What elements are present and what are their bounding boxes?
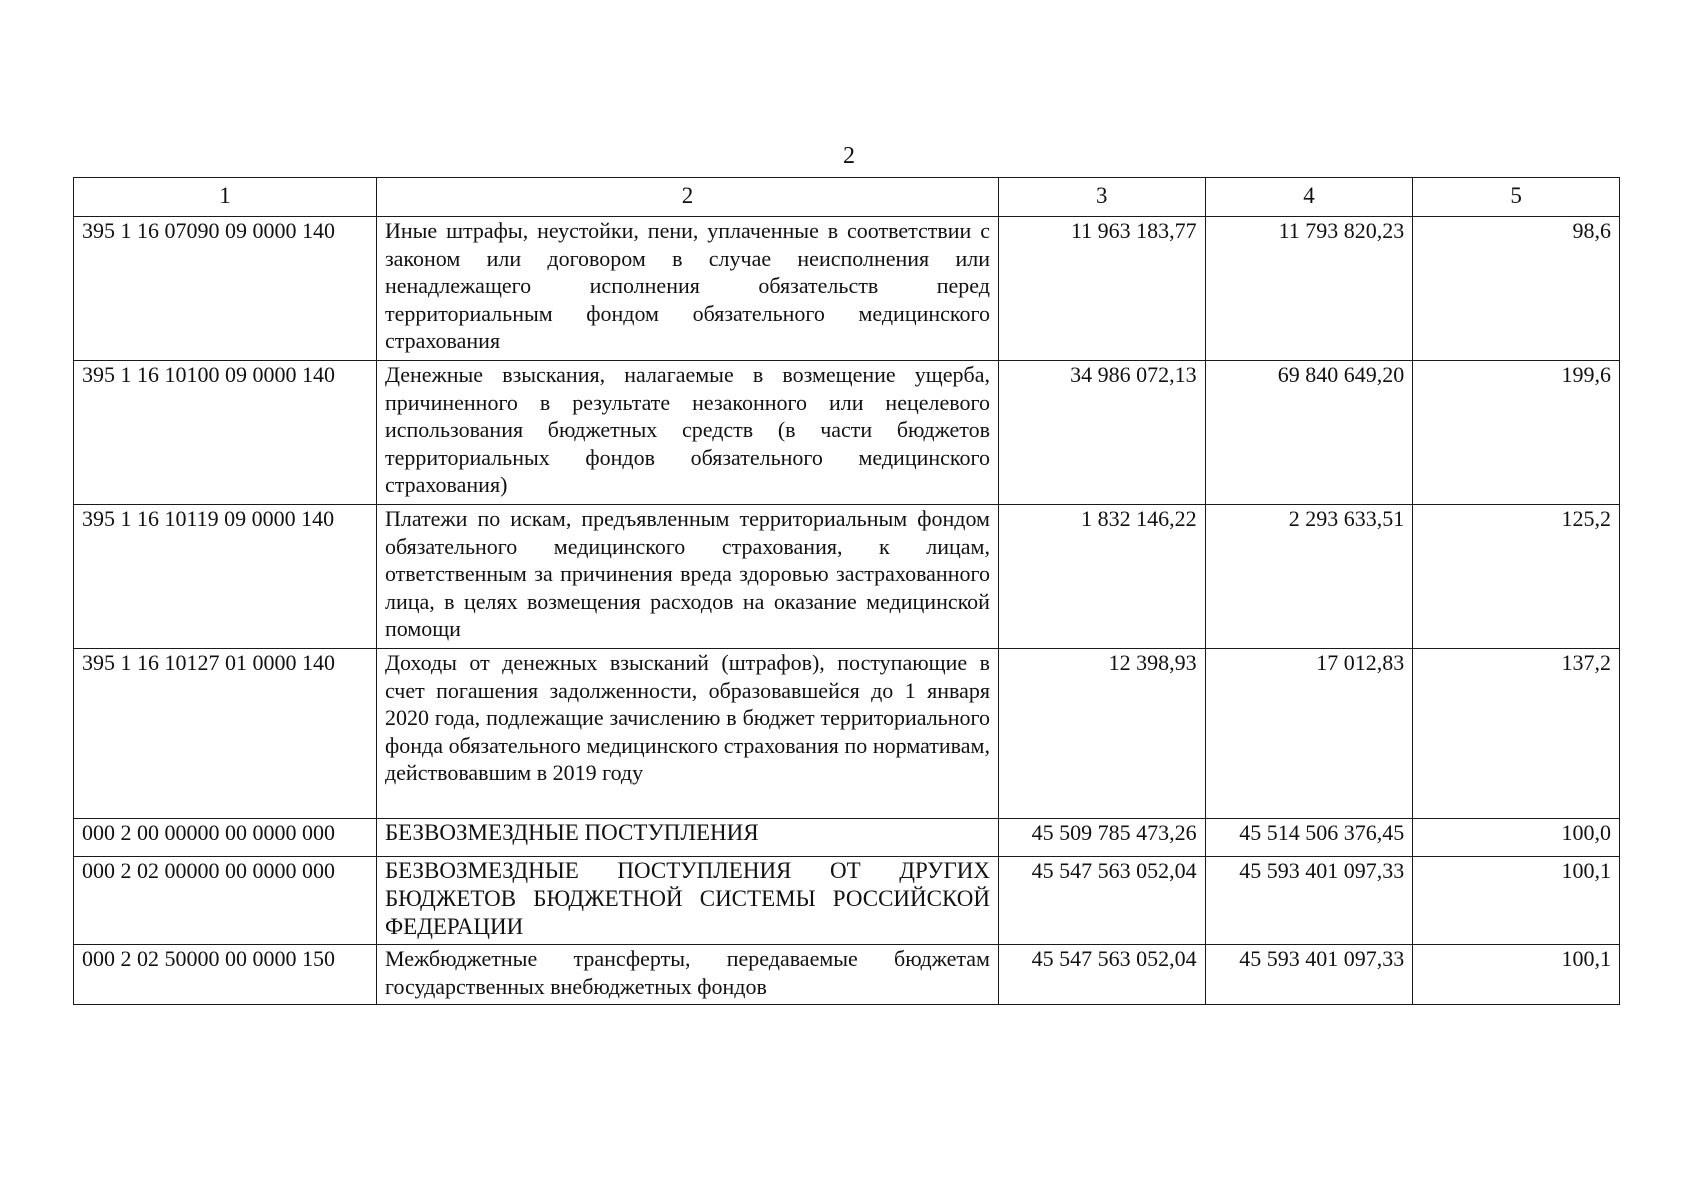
budget-code-cell: 000 2 02 50000 00 0000 150: [74, 945, 377, 1005]
column-header-2: 2: [376, 178, 998, 217]
budget-code-cell: 395 1 16 10119 09 0000 140: [74, 505, 377, 649]
value-col3-cell: 34 986 072,13: [998, 361, 1205, 505]
value-col4-cell: 2 293 633,51: [1205, 505, 1413, 649]
column-header-1: 1: [74, 178, 377, 217]
value-col4-cell: 11 793 820,23: [1205, 217, 1413, 361]
percent-cell: 199,6: [1413, 361, 1620, 505]
value-col3-cell: 45 509 785 473,26: [998, 819, 1205, 857]
table-row: [74, 819, 1620, 857]
budget-code-cell: 395 1 16 10127 01 0000 140: [74, 649, 377, 819]
table-row: [74, 945, 1620, 1005]
value-col4-cell: 45 593 401 097,33: [1205, 945, 1413, 1005]
value-col4-cell: 69 840 649,20: [1205, 361, 1413, 505]
description-cell: Межбюджетные трансферты, передаваемые бюджетам государственных внебюджетных фондов: [376, 945, 998, 1005]
percent-cell: 100,1: [1413, 945, 1620, 1005]
description-cell: Иные штрафы, неустойки, пени, уплаченные в соответствии с законом или договором в случае неисполнения или ненадлежащего исполнения обязательств перед территориальным фондом обязательного медицинского страхования: [376, 217, 998, 361]
page-number: 2: [843, 143, 855, 169]
description-cell: Денежные взыскания, налагаемые в возмещение ущерба, причиненного в результате незаконного или нецелевого использования бюджетных средств (в части бюджетов территориальных фондов обязательного медицинского страхования): [376, 361, 998, 505]
description-cell: Доходы от денежных взысканий (штрафов), поступающие в счет погашения задолженности, образовавшейся до 1 января 2020 года, подлежащие зачислению в бюджет территориального фонда обязательного медицинского страхования по нормативам, действовавшим в 2019 году: [376, 649, 998, 819]
column-header-3: 3: [998, 178, 1205, 217]
budget-code-cell: 000 2 02 00000 00 0000 000: [74, 857, 377, 945]
table-row: [74, 649, 1620, 819]
table-row: [74, 857, 1620, 945]
value-col4-cell: 17 012,83: [1205, 649, 1413, 819]
table-row: [74, 505, 1620, 649]
budget-code-cell: 000 2 00 00000 00 0000 000: [74, 819, 377, 857]
budget-code-cell: 395 1 16 10100 09 0000 140: [74, 361, 377, 505]
column-header-5: 5: [1413, 178, 1620, 217]
description-cell: БЕЗВОЗМЕЗДНЫЕ ПОСТУПЛЕНИЯ ОТ ДРУГИХ БЮДЖЕТОВ БЮДЖЕТНОЙ СИСТЕМЫ РОССИЙСКОЙ ФЕДЕРАЦИИ: [376, 857, 998, 945]
table-row: [74, 361, 1620, 505]
percent-cell: 137,2: [1413, 649, 1620, 819]
column-header-4: 4: [1205, 178, 1413, 217]
description-cell: Платежи по искам, предъявленным территориальным фондом обязательного медицинского страхования, к лицам, ответственным за причинения вреда здоровью застрахованного лица, в целях возмещения расходов на оказание медицинской помощи: [376, 505, 998, 649]
value-col4-cell: 45 593 401 097,33: [1205, 857, 1413, 945]
value-col3-cell: 45 547 563 052,04: [998, 857, 1205, 945]
value-col3-cell: 45 547 563 052,04: [998, 945, 1205, 1005]
budget-revenue-table: [73, 177, 1620, 1005]
table-header-row: [74, 178, 1620, 217]
percent-cell: 125,2: [1413, 505, 1620, 649]
value-col3-cell: 12 398,93: [998, 649, 1205, 819]
value-col3-cell: 11 963 183,77: [998, 217, 1205, 361]
percent-cell: 98,6: [1413, 217, 1620, 361]
value-col4-cell: 45 514 506 376,45: [1205, 819, 1413, 857]
value-col3-cell: 1 832 146,22: [998, 505, 1205, 649]
budget-code-cell: 395 1 16 07090 09 0000 140: [74, 217, 377, 361]
description-cell: БЕЗВОЗМЕЗДНЫЕ ПОСТУПЛЕНИЯ: [376, 819, 998, 857]
table-row: [74, 217, 1620, 361]
percent-cell: 100,0: [1413, 819, 1620, 857]
percent-cell: 100,1: [1413, 857, 1620, 945]
